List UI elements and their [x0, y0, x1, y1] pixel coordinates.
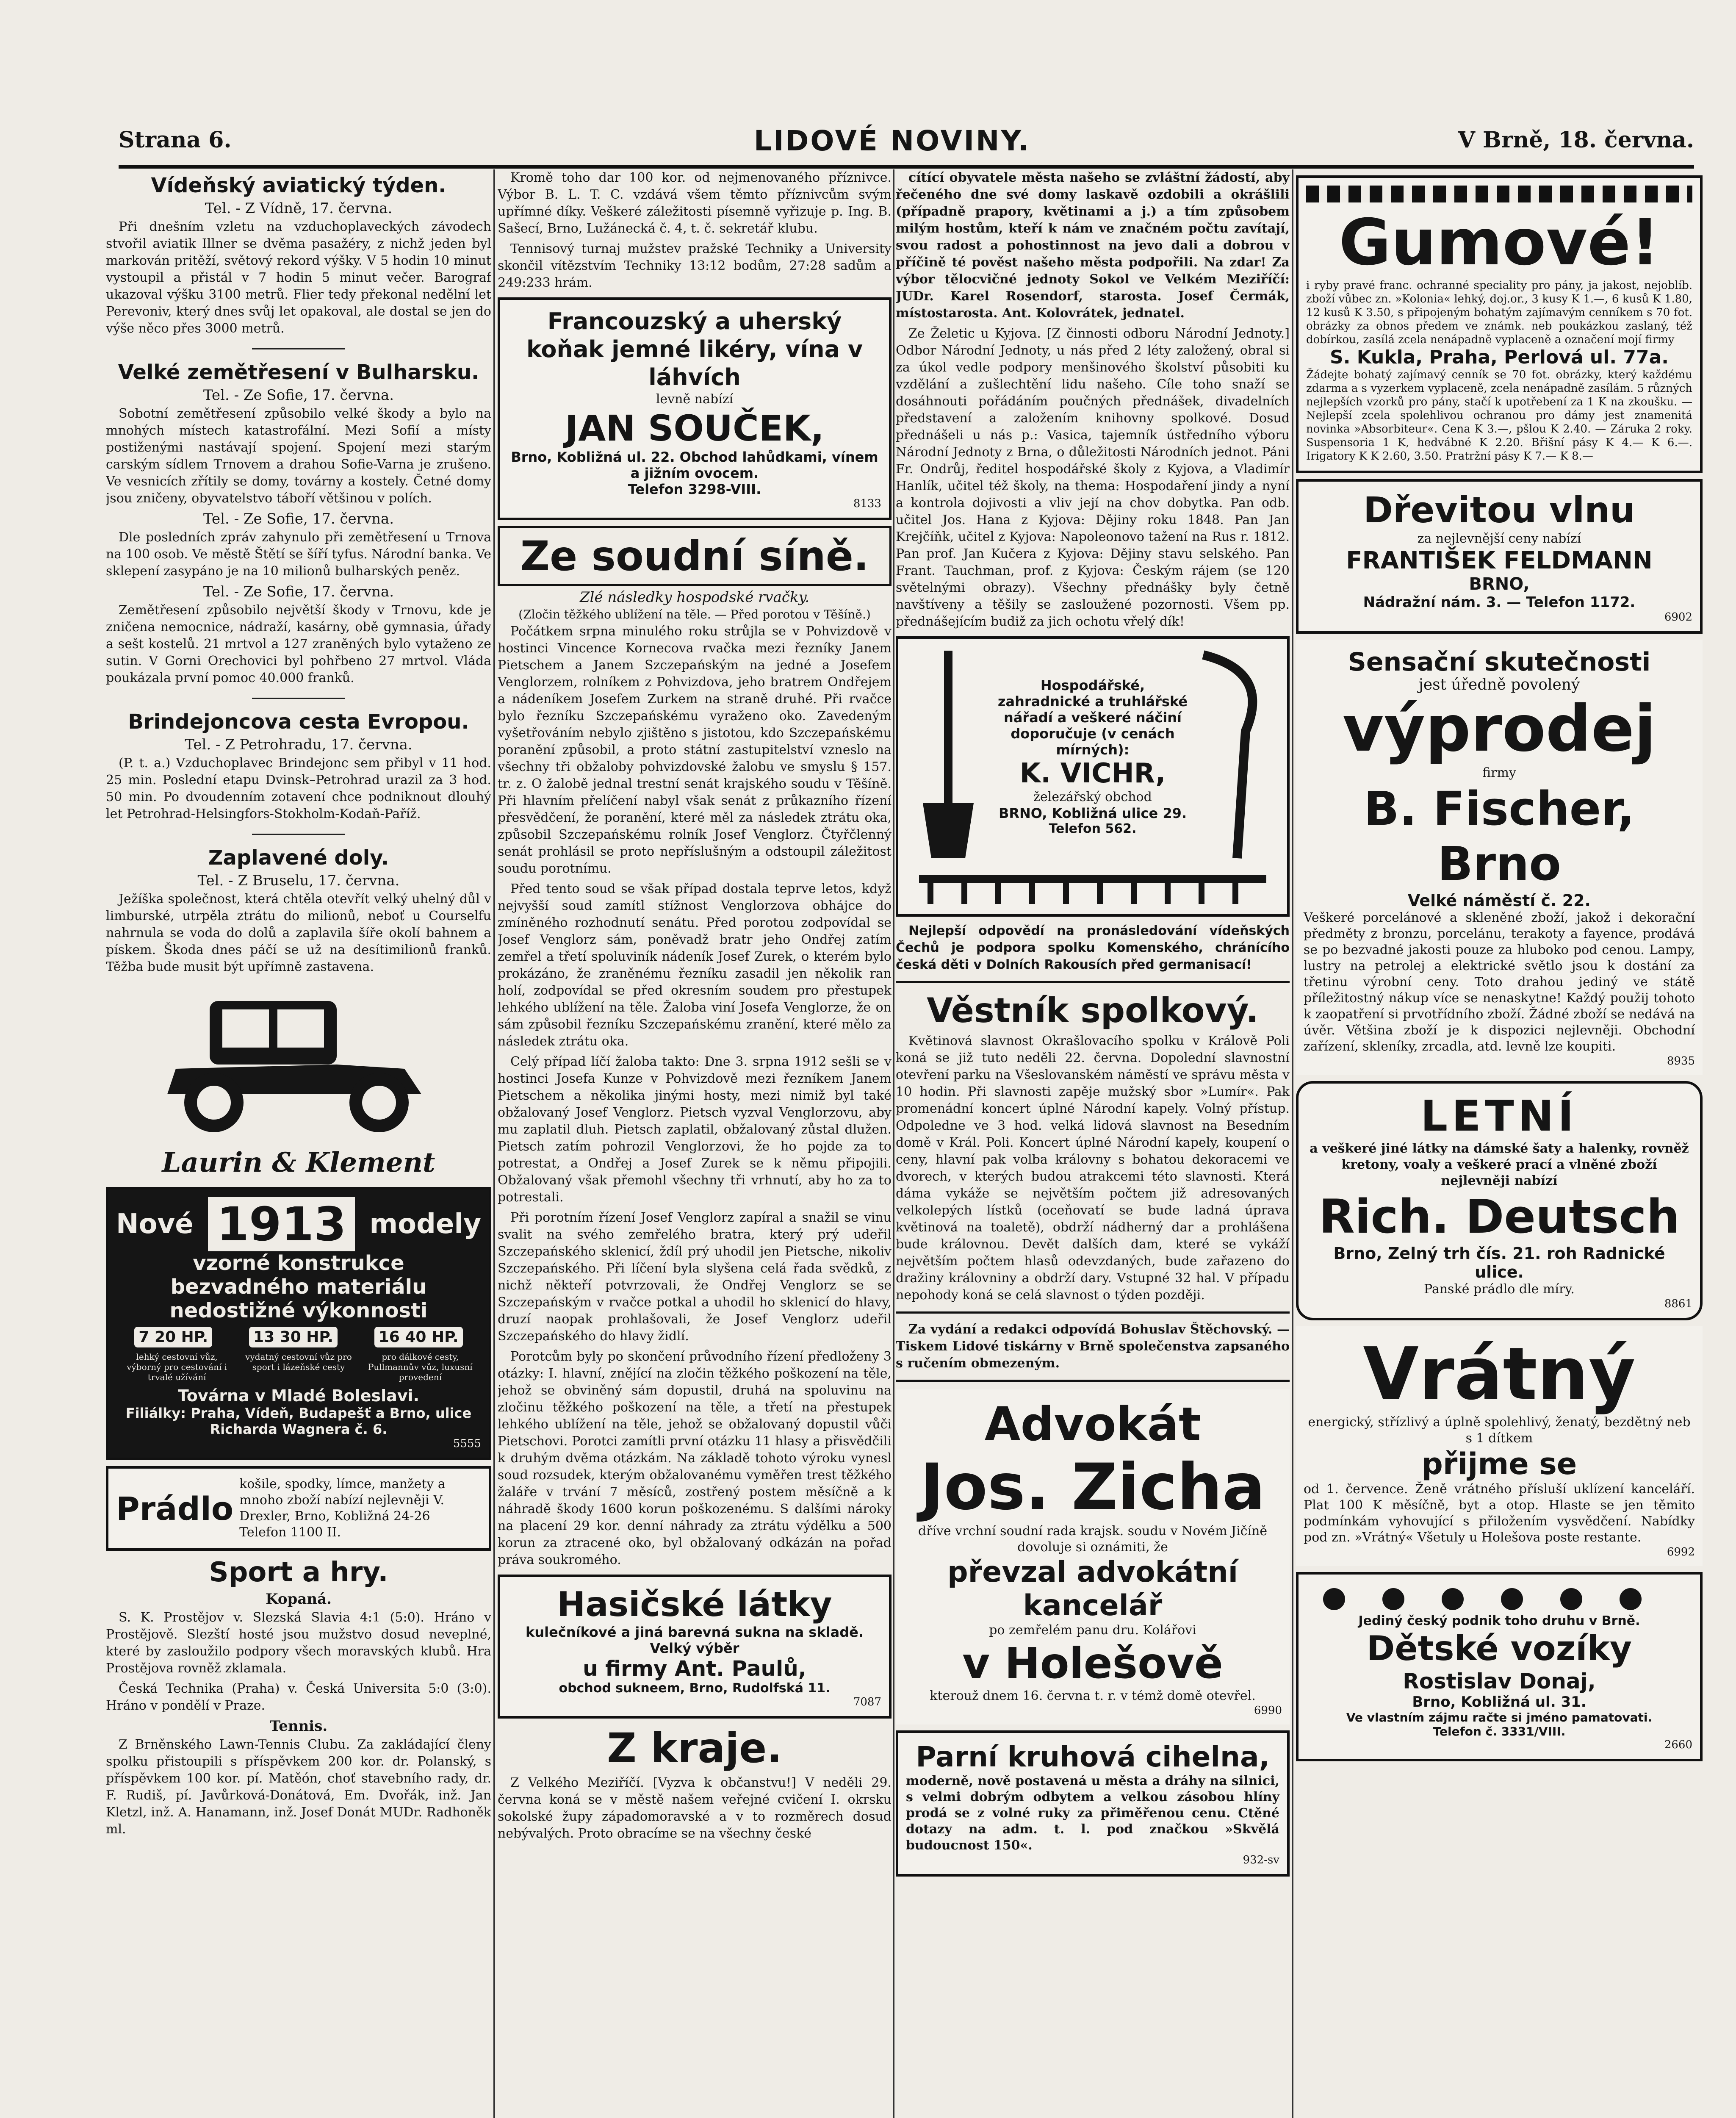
ad-address: obchod sukneem, Brno, Rudolfská 11.: [559, 1681, 831, 1696]
ad-text: Veškeré porcelánové a skleněné zboží, jakož i dekorační předměty z bronzu, porcelánu, terakoty a fayence, prodává se po bezvadné jakosti pouze za hluboko pod cenou. Lampy, lustry na petrolej a elektrické světlo jsou k dostání za třetinu výrobní ceny. Toto drahou jediný ve státě příležitostný nákup více se nenaskytne! Každý použij tohoto k zaopatření si prvotřídního zboží. Žádné zboží se nedává na úvěr. Většina zboží je k dispozici nejlevněji. Obchodní zařízení, skleníky, zrcadla, atd. levně lze koupiti.: [1304, 910, 1695, 1054]
ad-headline: Francouzský a uherský koňak jemné likéry, vína v láhvích: [526, 308, 863, 391]
ad-number: 2660: [1664, 1738, 1692, 1751]
ad-sub: levně nabízí: [656, 392, 734, 407]
ad-line: bezvadného materiálu: [170, 1275, 427, 1299]
car-icon: [150, 984, 447, 1145]
ad-number: 932-sv: [1243, 1854, 1279, 1866]
ad-headline: Hasičské látky: [557, 1585, 832, 1624]
article-title: Brindejoncova cesta Evropou.: [128, 710, 469, 734]
ad-phone: Telefon 562.: [1049, 821, 1137, 836]
ad-name: Rich. Deutsch: [1319, 1189, 1680, 1244]
model-desc: vydatný cestovní vůz pro sport i lázeňské cesty: [245, 1352, 352, 1372]
article-title: Vídeňský aviatický týden.: [151, 174, 446, 197]
ad-line: Jediný český podnik toho druhu v Brně.: [1358, 1613, 1640, 1628]
model-desc: pro dálkové cesty, Pullmannův vůz, luxusní provedení: [368, 1352, 473, 1382]
page-header: [119, 127, 1694, 169]
column-1: [106, 169, 491, 2118]
ad-line: dovoluje si oznámiti, že: [1017, 1540, 1168, 1555]
ad-text: košile, spodky, límce, manžety a mnoho zboží nabízí nejlevněji V. Drexler, Brno, Kobližná 24-26: [239, 1477, 446, 1524]
ad-number: 8935: [1667, 1055, 1695, 1067]
ad-headline: Prádlo: [116, 1489, 234, 1528]
appeal-notice: Nejlepší odpovědí na pronásledování vídeňských Čechů je podpora spolku Komenského, chránícího česká děti v Dolních Rakousích před germanisací!: [896, 923, 1290, 972]
dateline: Tel. - Z Bruselu, 17. června.: [197, 872, 400, 889]
article-body: Počátkem srpna minulého roku strůjla se v Pohvizdově v hostinci Vincence Kornecova rvačka mezi řezníky Janem Pietschem a Janem Szczepańským na jedné a Josefem Venglorzem, rolníkem z Pohvizdova, jeho bratrem Ondřejem a nádeníkem Josefem Zurkem na straně druhé. Při rvačce bylo řezníku Szczepańskému vyraženo oko. Zavedeným vyšetřováním nebylo zjištěno s jistotou, kdo Szczepańskému poranění způsobil, a proto státní zastupitelství vzneslo na všechny tři obžaloby pohvizdovské žalobu ve smyslu § 157. tr. z. O žalobě jednal trestní senát krajského soudu v Těšíně. Při hlavním přelíčení nabyl však senát z průkazního řízení přesvědčení, že poranění, které měl za následek ztrátu oka, způsobil Szczepańskému rolník Josef Venglorz. Čtyřčlenný senát prohlásil se proto nepříslušným a odstoupil záležitost soudu porotnímu.: [498, 624, 892, 876]
imprint: Za vydání a redakci odpovídá Bohuslav Štěchovský. — Tiskem Lidové tiskárny v Brně společenstva zapsaného s ručením obmezeným.: [896, 1322, 1290, 1371]
separator: [252, 698, 345, 699]
cihelna-ad: [896, 1730, 1290, 1877]
dateline: Tel. - Z Vídně, 17. června.: [205, 200, 393, 217]
article-body: Při dnešním vzletu na vzduchoplaveckých závodech stvořil aviatik Illner se dvěma pasažéry, z nichž jeden byl markován pritěží, světový rekord výšky. V 5 hodin 10 minut vystoupil a přistál v 7 hodin 5 minut večer. Barograf ukazoval výšku 3100 metrů. Flier tedy překonal nedělní let Perevoniv, který dnes svůj let opakoval, ale dostal se jen do výše něco přes 3000 metrů.: [106, 219, 491, 336]
ad-line: přijme se: [1421, 1447, 1577, 1481]
section-title: Ze soudní síně.: [498, 526, 892, 586]
issue-date: V Brně, 18. června.: [1458, 127, 1694, 153]
zicha-ad: [896, 1389, 1290, 1724]
article-body: cítící obyvatele města našeho se zvláštní žádostí, aby řečeného dne své domy laskavě ozdobili a okrášlili (případně prapory, květinami a j.) a tím způsobem milým hostům, kteří k nám ve značném počtu zavítají, svou radost a pohostinnost na jevo dali a dobrou v příčině té pověst našeho města podpořili. Na zdar! Za výbor tělocvičné jednoty Sokol ve Velkém Meziříčí: JUDr. Karel Rosendorf, starosta. Josef Čermák, místostarosta. Ant. Kolovrátek, jednatel.: [896, 170, 1290, 321]
ad-text: Žádejte bohatý zajímavý cenník se 70 fot. obrázky, který každému zdarma a s vyzerkem vyplaceně, zcela nenápadně zasílám. 5 různých nejlepších vzorků pro pány, stačí k upotřebení za 1 K na zkoušku. — Nejlepší zcela spolehlivou ochranou pro dámy jest znamenitá novinka »Absorbiteur«. Cena K 3.—, pšlou K 2.40. — Záruka 2 roky. Suspensoria 1 K, hedvábné K 2.20. Břišní pásy K 4.— K 6.—. Irigatory K K 2.60, 3.50. Pratržní pásy K 7.— K 8.—: [1306, 369, 1692, 463]
ad-text: Hospodářské, zahradnické a truhlářské nářadí a veškeré náčiní doporučuje (v cenách mírných):: [997, 677, 1188, 758]
ad-address: Brno, Kobližná ul. 22. Obchod lahůdkami, vínem a jižním ovocem.: [511, 449, 878, 481]
dateline: Tel. - Ze Sofie, 17. června.: [203, 510, 394, 527]
ad-line: jest úředně povolený: [1418, 676, 1580, 693]
ad-number: 7087: [853, 1696, 881, 1708]
ad-number: 6902: [1664, 611, 1692, 624]
column-3: [896, 169, 1290, 2118]
soucek-ad: [498, 297, 892, 520]
ad-year: 1913: [208, 1197, 354, 1251]
ad-sub: za nejlevnější ceny nabízí: [1417, 531, 1581, 546]
ad-name: K. VICHR,: [1019, 757, 1166, 789]
ad-text: i ryby pravé franc. ochranné speciality pro pány, ja jakost, nejoblíb. zboží vůbec zn. »Kolonia« lehký, doj.or., 3 kusy K 1.—, 6 kusů K 1.80, 12 kusů K 3.50, s připojeným bohatým zajímavým cenníkem s 70 fot. obrázky za obnos předem ve známk. neb poukázkou zaslaný, též dobírkou, zasílá zcela nenápadně vyplaceně a označení mojí firmy: [1306, 279, 1692, 346]
ad-line: převzal advokátní kancelář: [947, 1555, 1238, 1622]
drevit-ad: [1296, 479, 1703, 634]
ad-text: od 1. července. Ženě vrátného přísluší uklízení kanceláří. Plat 100 K měsíčně, byt a otop. Hlaste se jen těmito podmínkám vyhovující s přiložením vysvědčení. Nabídky pod zn. »Vrátný« Všetuly u Holešova poste restante.: [1304, 1482, 1695, 1545]
ad-address: BRNO, Kobližná ulice 29.: [998, 805, 1187, 821]
article-body: Při porotním řízení Josef Venglorz zapíral a snažil se vinu svalit na svého zemřelého bratra, který prý udeřil Szczepańského sklenicí, ždíl prý uhodil jen Pietsche, nikoliv Szczepańského. Při líčení byla slyšena celá řada svědků, z nichž někteří potvrzovali, že Ondřej Venglorz se se Szczepańským v rvačce potkal a uhodil ho sklenicí do hlavy, druzí naopak prohlašovali, že Josef Venglorz udeřil Szczepańského do hlavy židlí.: [498, 1210, 892, 1344]
article-body: Před tento soud se však případ dostala teprve letos, když nejvyšší soud zamítl stížnost Venglorzova obhájce do zmíněného rozhodnutí senátu. Před porotou zodpovídal se Josef Venglorz sám, poněvadž bratr jeho Ondřej zatím zemřel a třetí spoluviník nádeník Josef Zurek, o kterém bylo prokázáno, že zraněnému řezníku zasadil jen několik ran holí, zodpovídal se před okresním soudem pro přestupek lehkého ublížení na těle. Žaloba viní Josefa Venglorze, že on sám způsobil řezníku Szczepańskému zranění, které mělo za následek ztrátu oka.: [498, 882, 892, 1049]
vichr-ad: [896, 636, 1290, 917]
ad-phone: Telefon 1100 II.: [239, 1525, 341, 1540]
gumove-ad: [1296, 175, 1703, 473]
ad-line: firmy: [1482, 765, 1516, 780]
deutsch-ad: [1296, 1081, 1703, 1320]
ad-headline: Vrátný: [1363, 1332, 1636, 1416]
ad-headline: Advokát: [984, 1397, 1201, 1451]
article-body: Ježíška společnost, která chtěla otevřít velký uhelný důl v limburské, utrpěla ztrátu do milionů, neboť u Courselfu nahrnula se voda do dolů a zaplavila šíře okolí bahnem a pískem. Škoda dnes páčí se už na desítimilionů franků. Těžba bude musit být upřímně zastavena.: [106, 892, 491, 974]
divider: [896, 1380, 1290, 1382]
article-body: Květinová slavnost Okrašlovacího spolku v Králově Poli koná se již tuto neděli 22. června. Dopolední slavnostní otevření parku na Všeslovanském náměstí ve správu města v 10 hodin. Při slavnosti zapěje mužský sbor »Lumír«. Pak promenádní koncert úplné Národní kapely. Volný přístup. Odpoledne ve 3 hod. velká lidová slavnost na Besedním domě v Král. Poli. Koncert úplné Národní kapely, koupení o ceny, hlavní pak volba královny s bohatou dekoracemi ve dvorech, v kterých budou atrakcemi této slavnosti. Která dáma vykáže se největším počtem již adresovaných velkolepých lístků (oceňovatí se bude ladná úprava květinová na toaletě), obdrží nádherný dar a prohlášena bude královnou. Devět dalších dam, které se vykáží největším počtem hlasů odevzdaných, bude zařazeno do dražiny královniny a obdrží dary. Vstupné 32 hal. V případu nepohody koná se celá slavnost o týden později.: [896, 1034, 1290, 1303]
ad-line: Ve vlastním zájmu račte si jméno pamatovati.: [1346, 1710, 1653, 1724]
ad-line: energický, střízlivý a úplně spolehlivý, ženatý, bezdětný neb s 1 dítkem: [1308, 1415, 1691, 1446]
article-body: Tennisový turnaj mužstev pražské Techniky a University skončil vítězstvím Techniky 13:12 bodům, 27:28 sadům a 249:233 hrám.: [498, 241, 892, 290]
divider: [896, 981, 1290, 983]
ad-number: 8133: [853, 497, 881, 510]
ad-address: S. Kukla, Praha, Perlová ul. 77a.: [1330, 347, 1669, 368]
article-body: Dle posledních zpráv zahynulo při zemětřesení u Trnova na 100 osob. Ve městě Štětí se šíří tyfus. Národní banka. Ve sklepení zasypáno je na 10 milionů bulharských peněz.: [106, 530, 491, 579]
car-ad: [106, 1187, 491, 1460]
donaj-ad: [1296, 1572, 1703, 1761]
section-title: Sport a hry.: [209, 1557, 388, 1588]
subsection-title: Tennis.: [269, 1718, 328, 1735]
ad-sub: Panské prádlo dle míry.: [1424, 1282, 1575, 1297]
ad-line: kterouž dnem 16. června t. r. v témž domě otevřel.: [930, 1688, 1256, 1703]
ad-headline: Parní kruhová cihelna,: [916, 1741, 1270, 1773]
ad-number: 8861: [1664, 1297, 1692, 1310]
ad-number: 6990: [1254, 1704, 1282, 1717]
ad-address: Velké náměstí č. 22.: [1408, 891, 1591, 910]
ad-sub: železářský obchod: [1033, 789, 1152, 804]
ad-address: Brno, Kobližná ul. 31.: [1412, 1694, 1586, 1710]
ad-headline: výprodej: [1342, 692, 1656, 766]
ad-line: nedostižné výkonnosti: [169, 1299, 428, 1322]
article-lead: (Zločin těžkého ublížení na těle. — Před porotou v Těšíně.): [518, 607, 871, 621]
ad-name: JAN SOUČEK,: [565, 408, 824, 449]
pram-icon-row: [1309, 1582, 1690, 1612]
model-13-30hp: 13 30 HP.: [249, 1327, 338, 1347]
article-body: S. K. Prostějov v. Slezská Slavia 4:1 (5:0). Hráno v Prostějově. Slezští hosté jsou mužstvo dosud neveplné, které by zasloužilo podpory všech moravských klubů. Hra Prostějova rovněž zklamala.: [106, 1610, 491, 1676]
decorative-border: [1306, 186, 1692, 202]
ad-factory: Továrna v Mladé Boleslavi.: [177, 1386, 420, 1405]
article-body: Zemětřesení způsobilo největší škody v Trnovu, kde je zničena nemocnice, nádraží, kasárny, obě gymnasia, úřady a sešt kostelů. 21 mrtvol a 127 zraněných bylo vytaženo ze sutin. V Gorni Orechovici byl pohřbeno 27 mrtvol. Vláda poukázala první pomoc 40.000 franků.: [106, 603, 491, 685]
ad-headline: Dřevitou vlnu: [1363, 489, 1635, 531]
dateline: Tel. - Z Petrohradu, 17. června.: [185, 736, 413, 753]
separator: [252, 834, 345, 835]
ad-headline: Nové: [116, 1209, 194, 1240]
article-body: Porotcům byly po skončení průvodního řízení předloženy 3 otázky: I. hlavní, znějící na zločin těžkého poškození na těle, jehož se obviněný sám dopustil, druhá na spoluvinu na zločinu těžkého poškození na těle, a třetí na přestupek lehkého ublížení na těle, jehož se obžalovaný dopustil vůči Pietschovi. Porotci zamítli první otázku 11 hlasy a přisvědčili k druhým dvěma otázkám. Na základě tohoto výroku vynesl soud rozsudek, kterým obžalovanému vyměřen trest těžkého žaláře v trvání 7 měsíců, zostřený postem měsíčně a k náhradě škody 1600 korun poškozenému. S dalšími nároky na placení 29 kor. denní náhrady za ztrátu výdělku a 500 korun za ztracené oko, byl obžalovaný odkázán na pořad práva soukromého.: [498, 1349, 892, 1567]
article-body: Z Brněnského Lawn-Tennis Clubu. Za zakládající členy spolku přistoupili s příspěvkem 200 kor. dr. Polanský, s příspěvkem 100 kor. pí. Matěón, choť stavebního rady, dr. F. Rudiš, pí. Javůrková-Donátová, Em. Dvořák, inž. Jan Kletzl, inž. A. Hanamann, inž. Josef Donát MUDr. Radhoněk ml.: [106, 1737, 491, 1837]
column-rule: [493, 169, 495, 2118]
ad-line: po zemřelém panu dru. Kolářovi: [989, 1623, 1196, 1638]
column-rule: [893, 169, 894, 2118]
hasicske-ad: [498, 1575, 892, 1719]
ad-address: Brno, Zelný trh čís. 21. roh Radnické ulice.: [1333, 1244, 1665, 1281]
ad-headline: LETNÍ: [1420, 1091, 1578, 1141]
ad-text: a veškeré jiné látky na dámské šaty a halenky, rovněž kretony, voaly a veškeré prací a vlněné zboží nejlevněji nabízí: [1310, 1141, 1689, 1188]
dateline: Tel. - Ze Sofie, 17. června.: [203, 583, 394, 600]
ad-name: u firmy Ant. Paulů,: [583, 1656, 806, 1681]
article-body: (P. t. a.) Vzduchoplavec Brindejonc sem přibyl v 11 hod. 25 min. Poslední etapu Dvinsk–Petrohrad urazil za 3 hod. 50 min. Po dvoudenním zotavení chce podniknout dlouhý let Petrohrad-Helsingfors-Stokholm-Kodaň-Paříž.: [106, 756, 491, 821]
ad-city: BRNO,: [1469, 574, 1530, 594]
article-body: Kromě toho dar 100 kor. od nejmenovaného příznivce. Výbor B. L. T. C. vzdává všem těmto příznivcům svým upřímné díky. Veškeré záležitosti písemně vyřizuje p. Ing. B. Sašecí, Brno, Lužánecká č. 4, t. č. sekretář klubu.: [498, 170, 892, 236]
scythe-icon: [1195, 646, 1279, 867]
ad-line: dříve vrchní soudní rada krajsk. soudu v Novém Jičíně: [918, 1524, 1268, 1539]
article-title: Velké zemětřesení v Bulharsku.: [118, 360, 479, 384]
section-title: Věstník spolkový.: [927, 991, 1259, 1030]
ad-name: FRANTIŠEK FELDMANN: [1346, 547, 1653, 574]
pradlo-ad: [106, 1466, 491, 1551]
ad-headline: modely: [369, 1209, 481, 1240]
model-desc: lehký cestovní vůz, výborný pro cestování i trvalé užívání: [127, 1352, 227, 1382]
ad-headline: Dětské vozíky: [1366, 1629, 1632, 1668]
article-subtitle: Zlé následky hospodské rvačky.: [579, 589, 810, 606]
ad-line: v Holešově: [962, 1638, 1223, 1688]
ad-text: moderně, nově postavená u města a dráhy na silnici, s velmi dobrým odbytem a velkou zásobou hlíny prodá se z volné ruky za přiměřenou cenu. Ctěné dotazy na adm. t. l. pod značkou »Skvělá budoucnost 150«.: [906, 1774, 1279, 1853]
article-body: Celý případ líčí žaloba takto: Dne 3. srpna 1912 sešli se v hostinci Josefa Kunze v Pohvizdově mezi řezníkem Janem Pietschem a několika jinými hosty, mezi nimiž byl také obžalovaný Josef Venglorz. Pietsch vyzval Venglorzovu, aby mu zaplatil dluh. Pietsch zaplatil, obžalovaný zůstal dlužen. Pietsch zatím pohrozil Venglorzovi, že ho pojde za to potrestat, a Ondřej a Josef Zurek se k němu připojili. Obžalovaný však přemohl všechny tři vrhnutí, aby ho za to potrestali.: [498, 1054, 892, 1205]
ad-number: 6992: [1667, 1546, 1695, 1558]
ad-headline: Gumové!: [1339, 206, 1660, 280]
subsection-title: Kopaná.: [266, 1591, 332, 1608]
ad-name: B. Fischer, Brno: [1363, 782, 1635, 891]
article-body: Ze Želetic u Kyjova. [Z činnosti odboru Národní Jednoty.] Odbor Národní Jednoty, u nás před 2 léty založený, obral si za úkol vedle podpory menšinového školství působiti ku vzdělání a zušlechtění lidu našeho. Cíle toho snaží se dosáhnouti pořádáním poučných přednášek, divadelních představení a založením knihovny spolkové. Dosud přednášeli u nás p.: Vasica, tajemník ústředního výboru Národní Jednoty z Brna, o důležitosti Národních jednot. Páni Fr. Ondrůj, ředitel hospodářské školy z Kyjova, a Vladimír Hanlík, učitel též školy, na thema: Hospodaření jindy a nyní a kontrola dojivosti a vliv její na chov dobytka. Pan odb. učitel Jos. Hana z Kyjova: Dějiny roku 1848. Pan Jan Krejčíňk, učitel z Kyjova: Napoleonovo tažení na Rus r. 1812. Pan prof. Jan Kučera z Kyjova: Dějiny stavu selského. Pan Frant. Tauchman, prof. z Kyjova: Českým rájem (se 120 světelnými obrazy). Všechny přednášky byly četně navštíveny a těšily se zasloužené pozornosti. Všem pp. přednášejícím budiž za jich ochotu vřelý dík!: [896, 326, 1290, 629]
car-brand-logo: Laurin & Klement: [162, 1147, 435, 1178]
ad-line: vzorné konstrukce: [193, 1251, 404, 1275]
column-2: [498, 169, 892, 2118]
ad-number: 5555: [453, 1437, 481, 1450]
article-title: Zaplavené doly.: [208, 846, 389, 870]
ad-phone: Telefon č. 3331/VIII.: [1433, 1724, 1566, 1738]
car-illustration: [106, 984, 491, 1178]
article-body: Z Velkého Meziříčí. [Vyzva k občanstvu!] V neděli 29. června koná se v městě našem veřejné cvičení I. okrsku sokolské župy západomoravské a v to rozměrech dosud nebývalých. Proto obracíme se na všechny české: [498, 1775, 892, 1841]
rake-icon: [911, 867, 1275, 905]
ad-name: Jos. Zicha: [920, 1450, 1265, 1524]
ad-branches: Filiálky: Praha, Vídeň, Budapešť a Brno, ulice Richarda Wagnera č. 6.: [125, 1405, 472, 1437]
separator: [252, 348, 345, 349]
ad-line: Sensační skutečnosti: [1348, 647, 1651, 677]
fischer-ad: [1296, 640, 1703, 1075]
section-title: Z kraje.: [607, 1724, 782, 1772]
article-body: Sobotní zemětřesení způsobilo velké škody a bylo na mnohých místech katastrofální. Mezi Sofií a místy postiženými nastávají spojení. Spojení mezi starým carským sídlem Trnovem a drahou Sofie-Varna je zrušeno. Ve vesnicích zřítily se domy, továrny a kostely. Četné domy jsou zničeny, obyvatelstvo táboří většinou v polích.: [106, 406, 491, 506]
column-rule: [1292, 169, 1293, 2118]
ad-phone: Telefon 3298-VIII.: [628, 481, 761, 497]
ad-text: kulečníkové a jiná barevná sukna na skladě. Velký výběr: [526, 1624, 864, 1656]
masthead: LIDOVÉ NOVINY.: [754, 125, 1031, 157]
column-4: [1296, 169, 1703, 2118]
model-7-20hp: 7 20 HP.: [134, 1327, 212, 1347]
dateline: Tel. - Ze Sofie, 17. června.: [203, 387, 394, 404]
article-body: Česká Technika (Praha) v. Česká Universita 5:0 (3:0). Hráno v pondělí v Praze.: [106, 1681, 491, 1713]
vratny-ad: [1296, 1326, 1703, 1566]
divider: [896, 1311, 1290, 1314]
garden-tools-icon: [906, 646, 991, 867]
ad-address: Nádražní nám. 3. — Telefon 1172.: [1363, 594, 1636, 611]
page-number: Strana 6.: [119, 127, 232, 153]
ad-name: Rostislav Donaj,: [1403, 1669, 1596, 1694]
model-16-40hp: 16 40 HP.: [374, 1327, 463, 1347]
